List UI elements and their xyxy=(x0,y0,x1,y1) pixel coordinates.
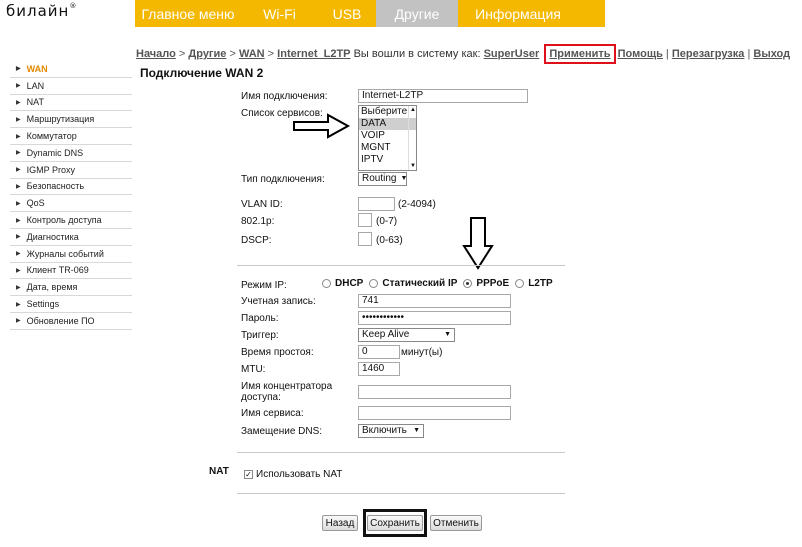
service-name-label: Имя сервиса: xyxy=(241,408,304,419)
back-button[interactable]: Назад xyxy=(322,515,358,531)
tab-info[interactable]: Информация xyxy=(475,5,561,22)
triangle-icon: ▶ xyxy=(16,284,21,291)
breadcrumb: Начало > Другие > WAN > Internet_L2TP Вы вошли в систему как: SuperUser Применить Помощь | Перезагрузка | Выход xyxy=(136,44,790,64)
triangle-icon: ▶ xyxy=(16,200,21,207)
checkmark-icon: ✓ xyxy=(245,470,252,479)
static-ip-radio[interactable] xyxy=(369,279,378,288)
scroll-up-icon[interactable]: ▲ xyxy=(410,107,416,113)
services-listbox[interactable] xyxy=(358,105,417,171)
triangle-icon: ▶ xyxy=(16,167,21,174)
services-label: Список сервисов: xyxy=(241,108,323,119)
logged-in-text: Вы вошли в систему как: xyxy=(350,48,484,60)
sidebar-item-tr069[interactable]: ▶ Клиент TR-069 xyxy=(10,263,132,280)
reboot-link[interactable]: Перезагрузка xyxy=(671,48,745,60)
tab-wifi[interactable]: Wi-Fi xyxy=(263,5,296,22)
sidebar-item-access-control[interactable]: ▶ Контроль доступа xyxy=(10,212,132,229)
dscp-range-note: (0-63) xyxy=(376,235,403,246)
nat-label: NAT xyxy=(209,466,229,477)
sidebar-item-routing[interactable]: ▶ Маршрутизация xyxy=(10,111,132,128)
l2tp-radio[interactable] xyxy=(515,279,524,288)
sidebar-item-wan[interactable]: ▶ WAN xyxy=(10,61,132,78)
concentrator-label: Имя концентратора доступа: xyxy=(241,381,333,403)
sidebar-item-logs[interactable]: ▶ Журналы событий xyxy=(10,246,132,263)
dropdown-arrow-icon: ▼ xyxy=(413,427,420,434)
breadcrumb-other[interactable]: Другие xyxy=(188,48,227,60)
divider xyxy=(237,452,565,453)
dscp-label: DSCP: xyxy=(241,235,272,246)
triangle-icon: ▶ xyxy=(16,116,21,123)
help-link[interactable]: Помощь xyxy=(617,48,663,60)
apply-highlight xyxy=(544,44,615,64)
sidebar-item-settings[interactable]: ▶ Settings xyxy=(10,296,132,313)
vlan-label: VLAN ID: xyxy=(241,199,283,210)
breadcrumb-wan[interactable]: WAN xyxy=(238,48,265,60)
sidebar-item-lan[interactable]: ▶ LAN xyxy=(10,78,132,95)
dns-label: Замещение DNS: xyxy=(241,426,323,437)
ipmode-label: Режим IP: xyxy=(241,280,287,291)
pppoe-radio[interactable] xyxy=(463,279,472,288)
idle-unit: минут(ы) xyxy=(401,347,443,358)
cancel-button[interactable]: Отменить xyxy=(430,515,482,531)
vlan-input[interactable] xyxy=(358,197,395,211)
annotation-arrow-right xyxy=(292,113,352,141)
breadcrumb-internet-l2tp[interactable]: Internet_L2TP xyxy=(277,48,351,60)
conn-name-label: Имя подключения: xyxy=(241,91,328,102)
conn-name-input[interactable]: Internet-L2TP xyxy=(358,89,528,103)
tab-other[interactable]: Другие xyxy=(376,0,458,27)
triangle-icon: ▶ xyxy=(16,318,21,325)
listbox-scrollbar[interactable] xyxy=(408,106,416,170)
triangle-icon: ▶ xyxy=(16,99,21,106)
trigger-select[interactable]: Keep Alive ▼ xyxy=(358,328,455,342)
dns-select[interactable]: Включить ▼ xyxy=(358,424,424,438)
account-label: Учетная запись: xyxy=(241,296,316,307)
save-button[interactable]: Сохранить xyxy=(367,515,423,531)
triangle-icon: ▶ xyxy=(16,234,21,241)
idle-label: Время простоя: xyxy=(241,347,314,358)
tab-usb[interactable]: USB xyxy=(332,5,362,22)
p8021-label: 802.1p: xyxy=(241,216,275,227)
sidebar-item-igmp[interactable]: ▶ IGMP Proxy xyxy=(10,162,132,179)
sidebar-item-diagnostics[interactable]: ▶ Диагностика xyxy=(10,229,132,246)
triangle-icon: ▶ xyxy=(16,267,21,274)
top-navigation xyxy=(135,0,605,27)
triangle-icon: ▶ xyxy=(16,251,21,258)
dropdown-arrow-icon: ▼ xyxy=(400,175,408,182)
scroll-down-icon[interactable]: ▼ xyxy=(410,163,416,169)
tab-main-menu[interactable]: Главное меню xyxy=(141,5,235,22)
divider xyxy=(237,493,565,494)
account-input[interactable]: 741 xyxy=(358,294,511,308)
service-option[interactable]: MGNT xyxy=(361,142,391,153)
conn-type-label: Тип подключения: xyxy=(241,174,325,185)
idle-input[interactable]: 0 xyxy=(358,345,400,359)
nat-checkbox-label: Использовать NAT xyxy=(256,469,343,480)
p8021-range-note: (0-7) xyxy=(376,216,398,227)
sidebar-item-nat[interactable]: ▶ NAT xyxy=(10,95,132,112)
service-option[interactable]: Выберите xyxy=(361,106,408,117)
sidebar-item-firmware[interactable]: ▶ Обновление ПО xyxy=(10,313,132,330)
dhcp-radio[interactable] xyxy=(322,279,331,288)
exit-link[interactable]: Выход xyxy=(753,48,791,60)
sidebar-item-security[interactable]: ▶ Безопасность xyxy=(10,179,132,196)
nat-checkbox[interactable] xyxy=(244,470,253,479)
sidebar-item-ddns[interactable]: ▶ Dynamic DNS xyxy=(10,145,132,162)
sidebar-item-qos[interactable]: ▶ QoS xyxy=(10,195,132,212)
dscp-input[interactable] xyxy=(358,232,372,246)
sidebar-item-datetime[interactable]: ▶ Дата, время xyxy=(10,279,132,296)
triangle-icon: ▶ xyxy=(16,150,21,157)
user-link[interactable]: SuperUser xyxy=(483,48,540,60)
triangle-icon: ▶ xyxy=(16,301,21,308)
service-name-input[interactable] xyxy=(358,406,511,420)
conn-type-select[interactable]: Routing ▼ xyxy=(358,172,407,186)
mtu-input[interactable]: 1460 xyxy=(358,362,400,376)
password-label: Пароль: xyxy=(241,313,279,324)
trigger-label: Триггер: xyxy=(241,330,279,341)
concentrator-input[interactable] xyxy=(358,385,511,399)
page-title: Подключение WAN 2 xyxy=(140,66,264,80)
mtu-label: MTU: xyxy=(241,364,266,375)
p8021-input[interactable] xyxy=(358,213,372,227)
service-option[interactable]: VOIP xyxy=(361,130,385,141)
breadcrumb-start[interactable]: Начало xyxy=(136,48,176,60)
dropdown-arrow-icon: ▼ xyxy=(444,331,451,338)
triangle-icon: ▶ xyxy=(16,183,21,190)
triangle-icon: ▶ xyxy=(16,217,21,224)
service-option-selected[interactable]: DATA xyxy=(359,118,416,130)
service-option[interactable]: IPTV xyxy=(361,154,384,165)
sidebar xyxy=(10,61,132,330)
triangle-icon: ▶ xyxy=(16,83,21,90)
apply-link[interactable]: Применить xyxy=(549,48,611,60)
ipmode-radio-group: DHCP Статический IP PPPoE L2TP xyxy=(322,278,559,289)
triangle-icon: ▶ xyxy=(16,66,21,73)
vlan-range-note: (2-4094) xyxy=(398,199,436,210)
sidebar-item-switch[interactable]: ▶ Коммутатор xyxy=(10,128,132,145)
beeline-logo: билайн® xyxy=(6,2,78,20)
divider xyxy=(237,265,565,266)
annotation-arrow-down xyxy=(462,216,494,270)
triangle-icon: ▶ xyxy=(16,133,21,140)
password-input[interactable]: •••••••••••• xyxy=(358,311,511,325)
